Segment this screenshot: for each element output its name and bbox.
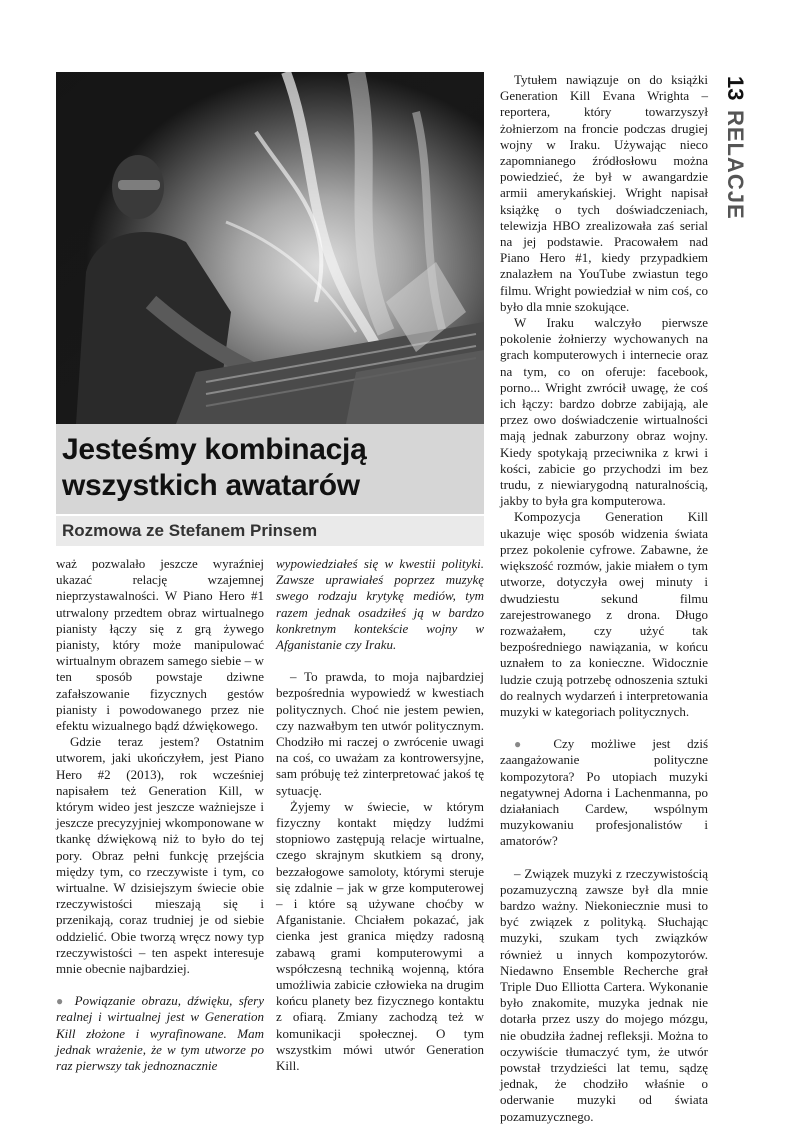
subtitle-bar <box>56 516 484 546</box>
question-text: Powiązanie obrazu, dźwięku, sfery realnej i wirtualnej jest w Generation Kill złożone i wyrafinowane. Mam jednak wrażenie, że w tym utworze po raz pierwszy tak jednoznacznie <box>56 993 264 1074</box>
bullet-icon: ● <box>514 737 535 752</box>
performer-photo <box>56 72 484 424</box>
bullet-icon: ● <box>56 994 67 1009</box>
title-box <box>56 424 484 514</box>
paragraph: waż pozwalało jeszcze wyraźniej ukazać relację wzajemnej nieprzystawalności. W Piano Hero #1 utrwalony przedtem obraz wirtualnego pianisty łączy się z grą żywego pianisty, który może manipulować wirtualnym obrazem samego siebie – w ten sposób powstaje dziwne zafałszowanie fizycznych gestów pianisty i powodowanego przez nie efektu wizualnego bądź dźwiękowego. <box>56 556 264 734</box>
paragraph: Kompozycja Generation Kill ukazuje więc sposób widzenia świata przez pokolenie cyfrowe. Zabawne, że większość rozmów, jakie miałem o tym utworze, dotyczyła owej minuty i dwudziestu sekund filmu zarejestrowanego z drona. Długo rozważałem, czy użyć tak bezpośredniego nawiązania, w końcu uznałem to za konieczne. Widocznie ludzie czują potrzebę odnoszenia sztuki do realnych wydarzeń i interpretowania muzyki w kategoriach politycznych. <box>500 509 708 719</box>
paragraph: Gdzie teraz jestem? Ostatnim utworem, jaki ukończyłem, jest Piano Hero #2 (2013), rok wcześniej napisałem też Generation Kill, w którym wideo jest jeszcze ważniejsze i jeszcze precyzyjniej wkomponowane w tkankę dźwiękową niż to było do tej pory. Obraz pełni funkcję przejścia między tym, co rzeczywiste i tym, co wirtualne. W dzisiejszym świecie obie rzeczywistości mieszają się i przenikają, coraz trudniej je od siebie oddzielić. Obie tworzą wręcz nowy typ rzeczywistości – ten aspekt interesuje mnie obecnie najbardziej. <box>56 734 264 977</box>
question <box>56 993 264 1074</box>
section-label: RELACJE <box>723 110 748 220</box>
text-column-1 <box>56 556 264 1074</box>
article-subtitle: Rozmowa ze Stefanem Prinsem <box>62 521 318 540</box>
title-line-2: wszystkich awatarów <box>62 469 360 502</box>
paragraph: Żyjemy w świecie, w którym fizyczny kontakt między ludźmi stopniowo zastępują relacje wirtualne, czego skrajnym skutkiem są drony, bezzałogowe samoloty, którymi steruje się zdalnie – jak w grze komputerowej – i które są używane choćby w Afganistanie. Chciałem pokazać, jak cienka jest granica między radosną zabawą grami komputerowymi a współczesną techniką wojenną, która umożliwia zabicie człowieka na drugim końcu planety bez fizycznego kontaktu z ofiarą. Zmiany zachodzą też w komunikacji społecznej. O tym wszystkim mówi utwór Generation Kill. <box>276 798 484 1074</box>
title-line-1: Jesteśmy kombinacją <box>62 433 367 466</box>
question <box>500 736 708 849</box>
question-text: Czy możliwe jest dziś zaangażowanie polityczne kompozytora? Po utopiach muzyki negatywnej Adorna i Lachenmanna, po działaniach Cardew, wspólnym muzykowaniu profesjonalistów i amatorów? <box>500 736 709 849</box>
text-column-3 <box>500 72 708 1125</box>
page-header <box>716 76 756 236</box>
article-photo <box>56 72 484 424</box>
paragraph: W Iraku walczyło pierwsze pokolenie żołnierzy wychowanych na grach komputerowych i internecie oraz na tym, co on oferuje: facebook, porno... Wright zwrócił uwagę, że coś ich łączy: bardzo dobrze zabijają, ale przez owo doświadczenie wirtualności mają jednak zaburzony obraz wojny. Kiedy spotykają przeciwnika z krwi i kości, zabicie go przychodzi im bez trudu, z niewiarygodną naturalnością, jakby to była gra komputerowa. <box>500 315 708 509</box>
page-number: 13 <box>723 76 748 101</box>
page-header-graphic <box>716 76 756 236</box>
paragraph: Tytułem nawiązuje on do książki Generation Kill Evana Wrighta – reportera, który towarzyszył żołnierzom na froncie podczas drugiej wojny w Iraku. Używając nieco zapomnianego źródłosłowu można powiedzieć, że był w awangardzie armii amerykańskiej. Wright napisał książkę o tych doświadczeniach, telewizja HBO zrealizowała zaś serial na jej podstawie. Pracowałem nad Piano Hero #1, kiedy przypadkiem znalazłem na YouTube zwiastun tego filmu. Wright powiedział w nim coś, co było dla mnie szokujące. <box>500 72 708 314</box>
question-continued: wypowiedziałeś się w kwestii polityki. Zawsze uprawiałeś poprzez muzykę swego rodzaju krytykę mediów, tym razem jednak osadziłeś ją w bardzo konkretnym kontekście wojny w Afganistanie czy Iraku. <box>276 556 484 653</box>
paragraph: – To prawda, to moja najbardziej bezpośrednia wypowiedź w kwestiach politycznych. Choć nie jestem pewien, czy nazwałbym ten utwór politycznym. Chodziło mi raczej o zwrócenie uwagi na coś, co uważam za kontrowersyjne, sam próbuję też zinterpretować jakoś tę sytuację. <box>276 669 484 798</box>
article-title <box>62 432 366 504</box>
text-column-2 <box>276 556 484 1074</box>
paragraph: – Związek muzyki z rzeczywistością pozamuzyczną zawsze był dla mnie bardzo ważny. Niekoniecznie musi to być związek z polityką. Słuchając muzyki, szukam tych związków również u innych kompozytorów. Niedawno Ensemble Recherche grał Triple Duo Elliotta Cartera. Wykonanie było znakomite, muzyka jednak nie dotarła przez uszy do mojego mózgu, nie obudziła żadnej refleksji. Można to oczywiście tłumaczyć tym, że utwór powstał trzydzieści lat temu, sądzę jednak, że chodziło właśnie o oderwanie muzyki od świata pozamuzycznego. <box>500 865 708 1124</box>
